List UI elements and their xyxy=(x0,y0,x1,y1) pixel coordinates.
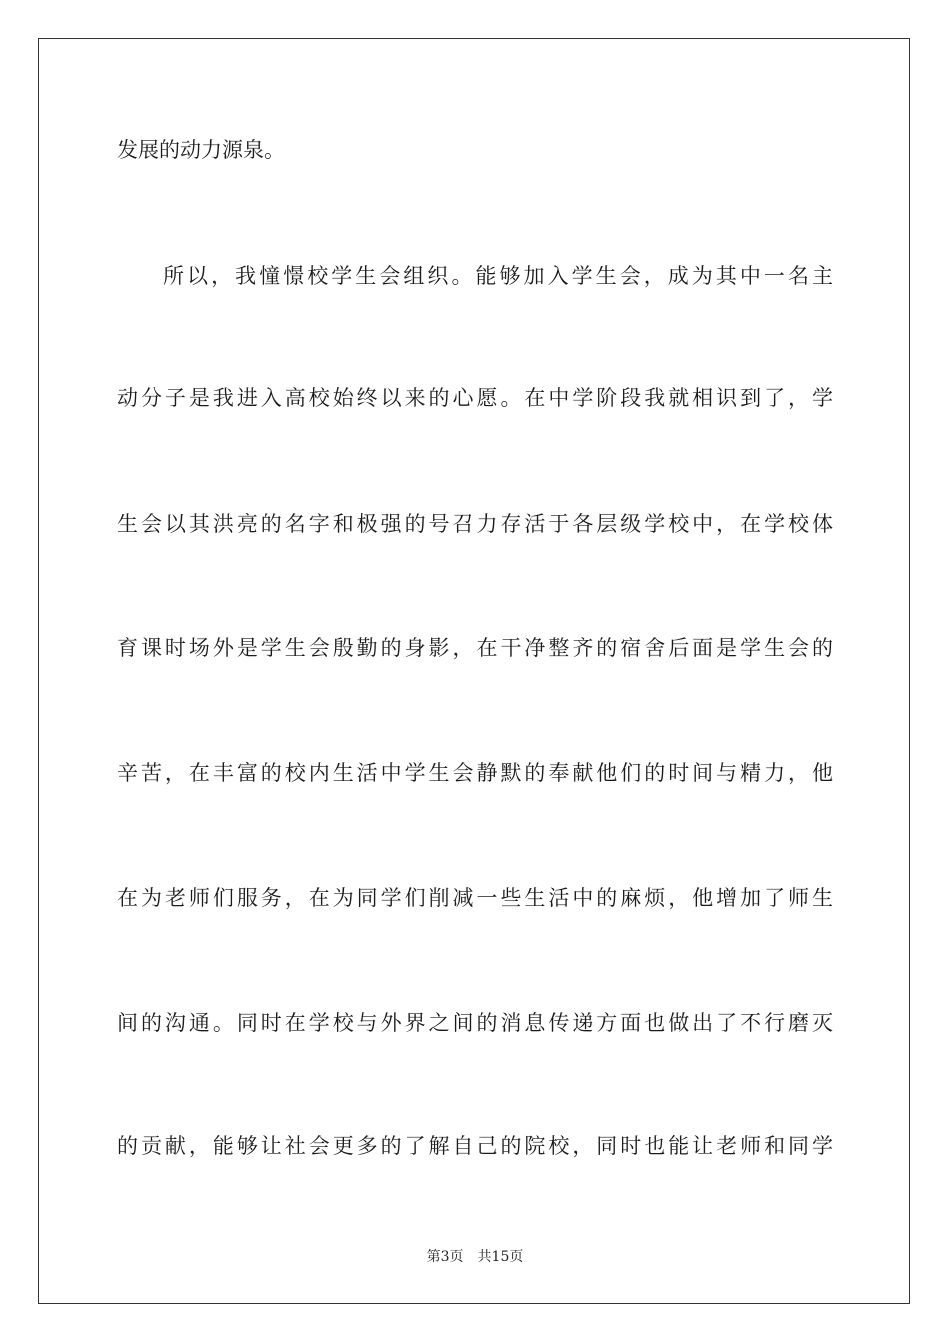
page-border xyxy=(38,38,910,1304)
page-number-current: 第3页 xyxy=(426,1249,464,1265)
text-line-7: 在为老师们服务，在为同学们削减一些生活中的麻烦，他增加了师生 xyxy=(117,886,833,910)
text-line-6: 辛苦，在丰富的校内生活中学生会静默的奉献他们的时间与精力，他 xyxy=(117,761,833,785)
text-line-8: 间的沟通。同时在学校与外界之间的消息传递方面也做出了不行磨灭 xyxy=(117,1011,833,1035)
text-line-9: 的贡献，能够让社会更多的了解自己的院校，同时也能让老师和同学 xyxy=(117,1134,833,1158)
text-line-3: 动分子是我进入高校始终以来的心愿。在中学阶段我就相识到了，学 xyxy=(117,386,833,410)
page-number-total: 共15页 xyxy=(477,1249,524,1265)
text-line-5: 育课时场外是学生会殷勤的身影，在干净整齐的宿舍后面是学生会的 xyxy=(117,636,833,660)
page-footer xyxy=(0,1248,950,1266)
text-line-2: 所以，我憧憬校学生会组织。能够加入学生会，成为其中一名主 xyxy=(163,264,833,288)
text-line-1: 发展的动力源泉。 xyxy=(117,138,285,162)
text-line-4: 生会以其洪亮的名字和极强的号召力存活于各层级学校中，在学校体 xyxy=(117,512,833,536)
